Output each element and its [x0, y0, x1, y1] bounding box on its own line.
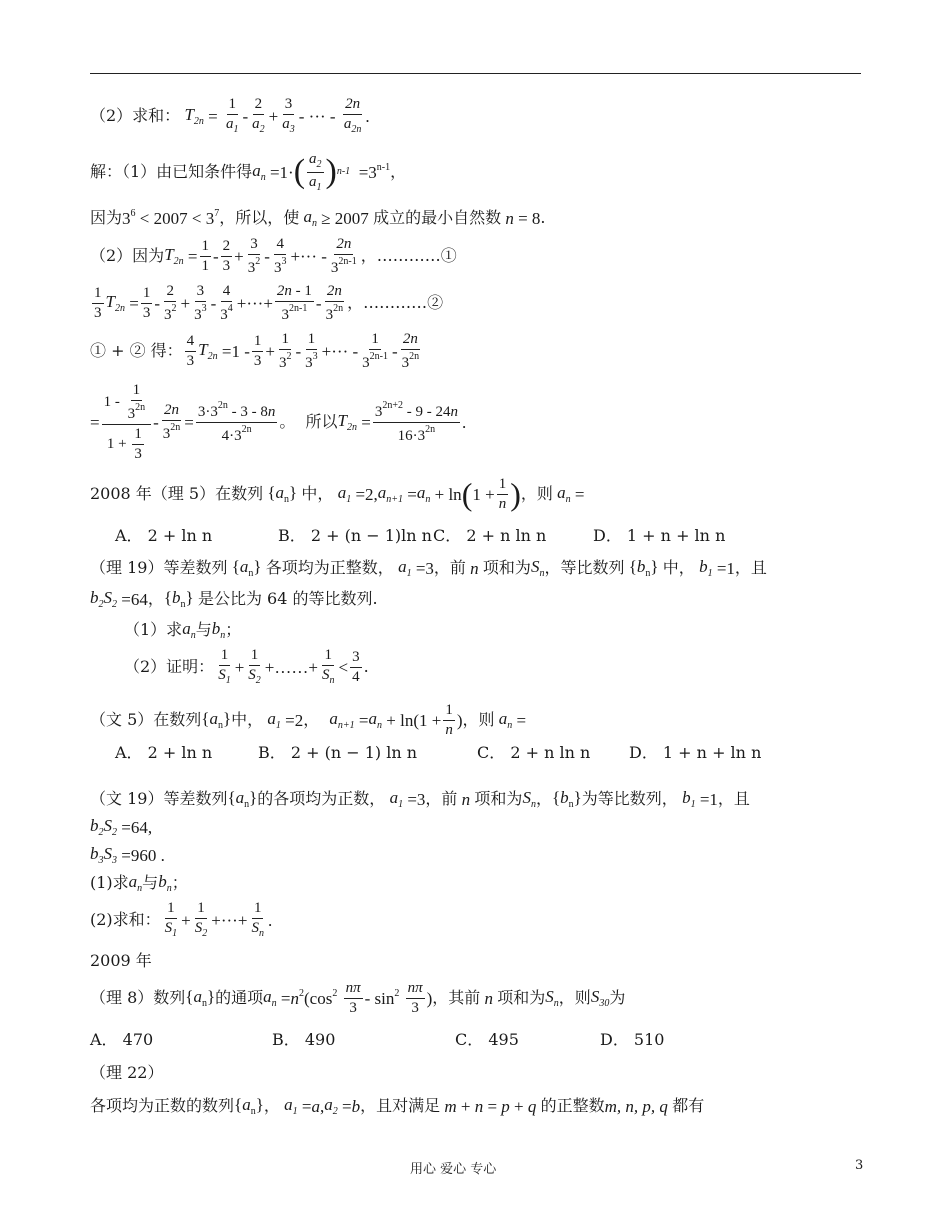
- text-line: (1)求 $a_n$ 与 $b_n$ ；: [90, 871, 188, 894]
- text-line: $b_2S_2$ =64 ， $\{b_n\}$ 是公比为 64 的等比数列.: [90, 587, 378, 610]
- text-line: ① + ② 得： $\frac{4}{3}$ $T_{2n}$ =1 - $\frac{1}{3}$ + $\frac{1}{3^2}$ - $\frac{1}{3^3}$ +··· - $\frac{1}{3^{2n-1}}$ - $\frac{2n}{3^{2n}}$: [90, 330, 420, 371]
- text-line: 2008 年（理 5）在数列 $\{a_n\}$ 中， $a_1$ =2, $a_{n+1}$ = $a_n$ + ln ( 1 + $\frac{1}{n}$ ) ，则 $a_n$ =: [90, 475, 585, 512]
- text-line: （2）证明： $\frac{1}{S_1}$ + $\frac{1}{S_2}$ +……+ $\frac{1}{S_n}$ < $\frac{3}{4}$ .: [124, 647, 369, 686]
- text-line: （1）求 $a_n$ 与 $b_n$ ；: [124, 618, 242, 641]
- options-row: [115, 742, 815, 764]
- text-line: $b_2S_2$ =64,: [90, 815, 153, 838]
- option-a[interactable]: A． 2 + ln n: [115, 526, 213, 545]
- text-line: （2）因为 $T_{2n}$ = $\frac{1}{1}$ - $\frac{2}{3}$ + $\frac{3}{3^2}$ - $\frac{4}{3^3}$ +··· - $\frac{2n}{3^{2n-1}}$ ，…………①: [90, 235, 457, 276]
- footer-slogan: 用心 爱心 专心: [410, 1162, 497, 1177]
- text-line: 解：（1）由已知条件得 $a_n$ =1· ( $\frac{a_2}{a_1}$ ) n-1 $=3^{n-1}$ ，: [90, 150, 407, 193]
- option-c[interactable]: C． 495: [455, 1030, 519, 1049]
- option-d[interactable]: D． 1 + n + ln n: [629, 743, 762, 762]
- option-d[interactable]: D． 510: [600, 1030, 665, 1049]
- options-row: [90, 1029, 790, 1051]
- text-line: （理 22）: [90, 1063, 164, 1082]
- text-line: 因为 $3^6 < 2007 < 3^7$ ，所以，使 $a_n$ ≥ 2007 成立的最小自然数 n = 8 .: [90, 206, 546, 229]
- header-rule: [90, 73, 861, 74]
- text-line: （理 8）数列 $\{a_n\}$ 的通项 $a_n$ $=n^2(\cos^2$ $\frac{n\pi}{3}$ - $\sin^2$ $\frac{n\pi}{3}$ ) ，其前 n 项和为 $S_n$ ，则 $S_{30}$ 为: [90, 979, 626, 1016]
- text-line: （理 19）等差数列 $\{a_n\}$ 各项均为正整数， $a_1$ =3 ，前 n 项和为 $S_n$ ，等比数列 $\{b_n\}$ 中， $b_1$ =1 ，且: [90, 556, 767, 579]
- text-line: （文 5）在数列 $\{a_n\}$ 中， $a_1$ =2 ， $a_{n+1}$ = $a_n$ + ln(1 + $\frac{1}{n}$ ) ，则 $a_n$ =: [90, 701, 527, 738]
- text-line: $b_3S_3$ =960 .: [90, 843, 165, 866]
- option-b[interactable]: B． 490: [272, 1030, 336, 1049]
- text-line: 各项均为正数的数列 $\{a_n\}$ ， $a_1$ =a, $a_2$ =b ，且对满足 m + n = p + q 的正整数 m, n, p, q 都有: [90, 1094, 705, 1117]
- option-b[interactable]: B． 2 + (n − 1) ln n: [258, 743, 418, 762]
- text-line: = 1 - $\frac{1}{3^{2n}}$ 1 + $\frac{1}{3}$ - $\frac{2n}{3^{2n}}$ = $\frac{3\cdot 3^{2n} - 3 - 8n}{4\cdot 3^{2n}}$ 。 所以 $T_{2n}$ = $\frac{3^{2n+2} - 9 - 24n}{16\cdot 3^{2n}}$ .: [90, 381, 467, 462]
- option-b[interactable]: B． 2 + (n − 1)ln n: [278, 526, 432, 545]
- option-c[interactable]: C． 2 + n ln n: [433, 526, 547, 545]
- options-row: [115, 525, 815, 547]
- option-a[interactable]: A． 2 + ln n: [115, 743, 213, 762]
- text-line: $\frac{1}{3}$ $T_{2n}$ = $\frac{1}{3}$ - $\frac{2}{3^2}$ + $\frac{3}{3^3}$ - $\frac{4}{3^4}$ +···+ $\frac{2n - 1}{3^{2n-1}}$ - $\frac{2n}{3^{2n}}$ ，…………②: [94, 282, 444, 323]
- text-line: （2）求和： $T_{2n}$ = $\frac{1}{a_1}$ - $\frac{2}{a_2}$ + $\frac{3}{a_3}$ - ··· - $\frac{2n}{a_{2n}}$ .: [90, 96, 370, 135]
- text-line: (2)求和： $\frac{1}{S_1}$ + $\frac{1}{S_2}$ +···+ $\frac{1}{S_n}$ .: [90, 900, 273, 939]
- text-line: 2009 年: [90, 951, 152, 970]
- page-number: 3: [855, 1158, 864, 1173]
- option-c[interactable]: C． 2 + n ln n: [477, 743, 591, 762]
- text-line: （文 19）等差数列 $\{a_n\}$ 的各项均为正数， $a_1$ =3 ，前 n 项和为 $S_n$ ， $\{b_n\}$ 为等比数列， $b_1$ =1 ，且: [90, 787, 750, 810]
- option-d[interactable]: D． 1 + n + ln n: [593, 526, 726, 545]
- option-a[interactable]: A． 470: [90, 1030, 154, 1049]
